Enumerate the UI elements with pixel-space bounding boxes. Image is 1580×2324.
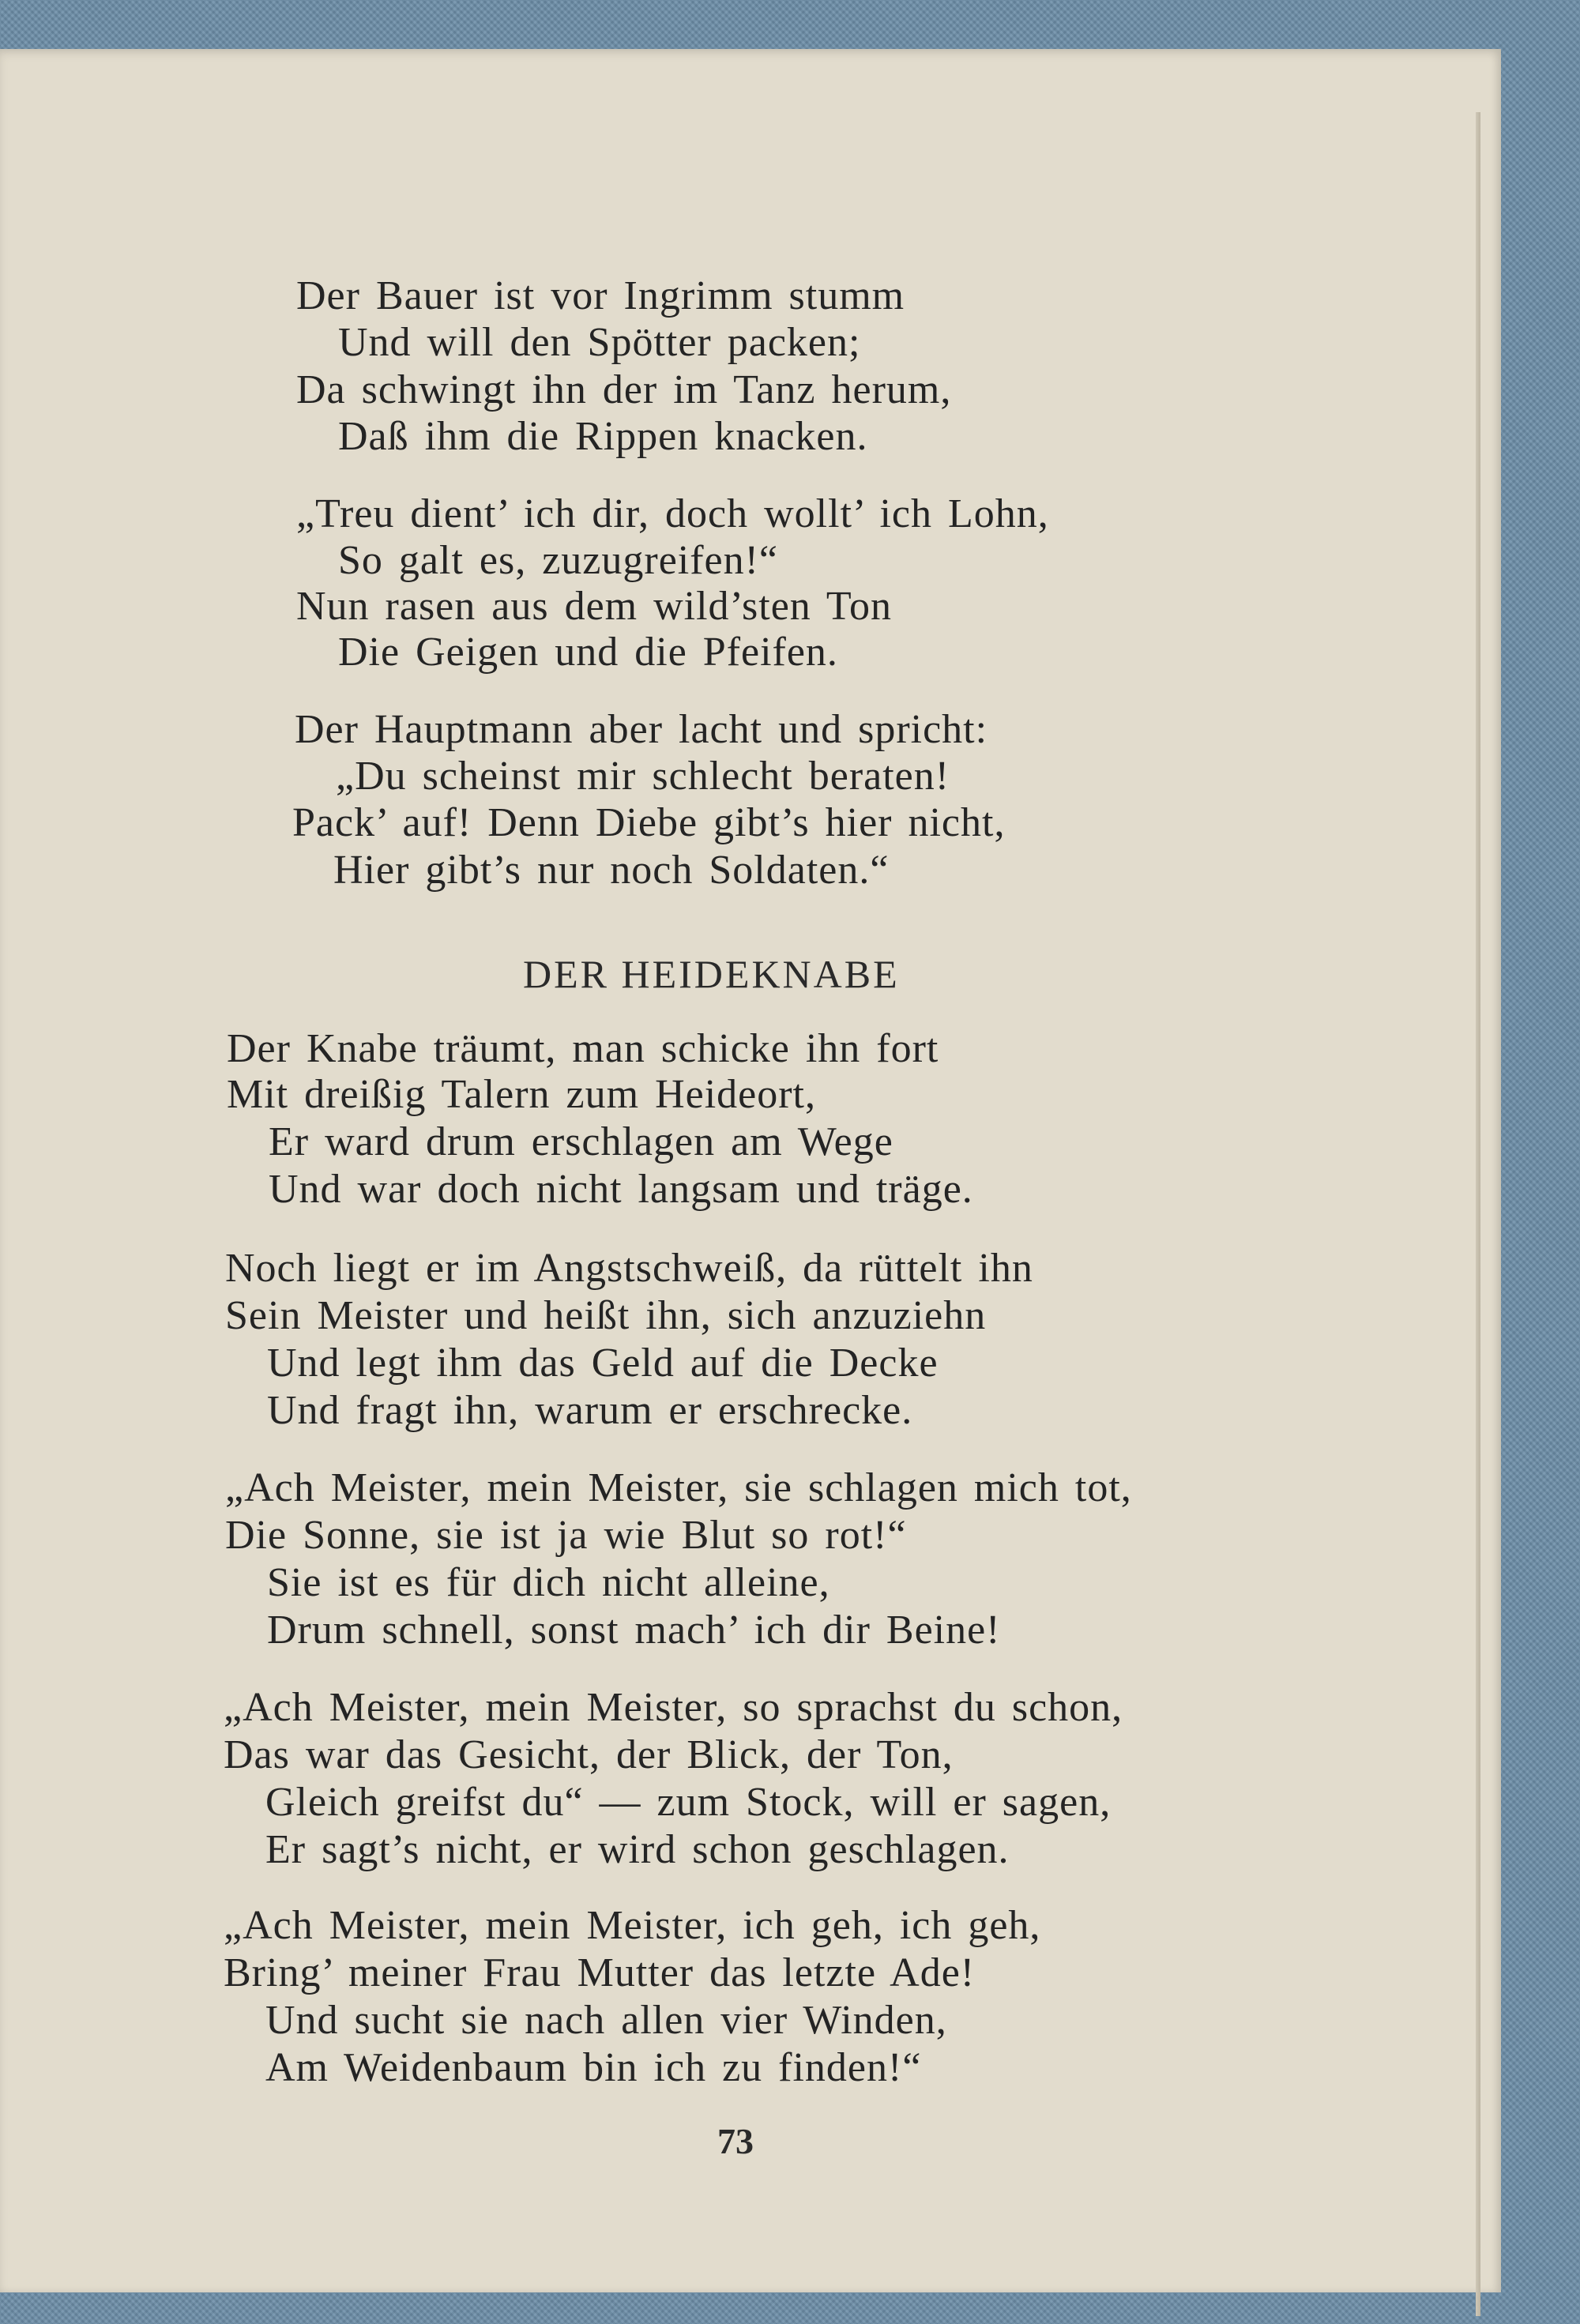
poem-line: Das war das Gesicht, der Blick, der Ton, <box>224 1732 954 1777</box>
poem-line: Und legt ihm das Geld auf die Decke <box>267 1341 939 1386</box>
poem-line: „Treu dient’ ich dir, doch wollt’ ich Lohn, <box>296 491 1049 536</box>
poem-line: Drum schnell, sonst mach’ ich dir Beine! <box>267 1608 1001 1653</box>
poem-line: Die Sonne, sie ist ja wie Blut so rot!“ <box>225 1513 907 1558</box>
poem-line: „Ach Meister, mein Meister, so sprachst du schon, <box>224 1685 1123 1730</box>
poem-line: Der Hauptmann aber lacht und spricht: <box>295 707 988 752</box>
poem-line: Und will den Spötter packen; <box>338 320 861 365</box>
poem-line: „Ach Meister, mein Meister, sie schlagen mich tot, <box>225 1465 1132 1510</box>
poem-line: Mit dreißig Talern zum Heideort, <box>227 1072 816 1117</box>
poem-line: Der Bauer ist vor Ingrimm stumm <box>296 273 905 318</box>
poem-line: „Ach Meister, mein Meister, ich geh, ich geh, <box>224 1903 1041 1948</box>
poem-line: Nun rasen aus dem wild’sten Ton <box>296 584 892 629</box>
poem-title: DER HEIDEKNABE <box>523 952 900 996</box>
poem-line: Sein Meister und heißt ihn, sich anzuziehn <box>225 1293 987 1338</box>
poem-line: Da schwingt ihn der im Tanz herum, <box>296 367 952 412</box>
poem-line: Hier gibt’s nur noch Soldaten.“ <box>333 848 890 893</box>
poem-line: Und war doch nicht langsam und träge. <box>269 1167 973 1212</box>
poem-line: Noch liegt er im Angstschweiß, da rüttelt ihn <box>225 1246 1033 1291</box>
poem-line: Er ward drum erschlagen am Wege <box>269 1119 893 1164</box>
page-edge <box>1476 112 1480 2316</box>
poem-line: Der Knabe träumt, man schicke ihn fort <box>227 1026 939 1071</box>
poem-line: Bring’ meiner Frau Mutter das letzte Ade! <box>224 1950 976 1995</box>
poem-line: Daß ihm die Rippen knacken. <box>338 414 868 459</box>
poem-line: Gleich greifst du“ — zum Stock, will er sagen, <box>265 1780 1112 1825</box>
poem-line: So galt es, zuzugreifen!“ <box>338 538 779 583</box>
poem-line: Sie ist es für dich nicht alleine, <box>267 1560 830 1605</box>
poem-line: Am Weidenbaum bin ich zu finden!“ <box>265 2045 922 2090</box>
poem-line: Er sagt’s nicht, er wird schon geschlagen. <box>265 1827 1010 1872</box>
poem-line: Und fragt ihn, warum er erschrecke. <box>267 1388 913 1433</box>
book-page <box>0 49 1501 2292</box>
poem-line: „Du scheinst mir schlecht beraten! <box>336 754 950 799</box>
page-number: 73 <box>717 2121 754 2161</box>
poem-line: Pack’ auf! Denn Diebe gibt’s hier nicht, <box>292 800 1006 845</box>
poem-line: Die Geigen und die Pfeifen. <box>338 630 838 675</box>
poem-line: Und sucht sie nach allen vier Winden, <box>265 1998 947 2043</box>
